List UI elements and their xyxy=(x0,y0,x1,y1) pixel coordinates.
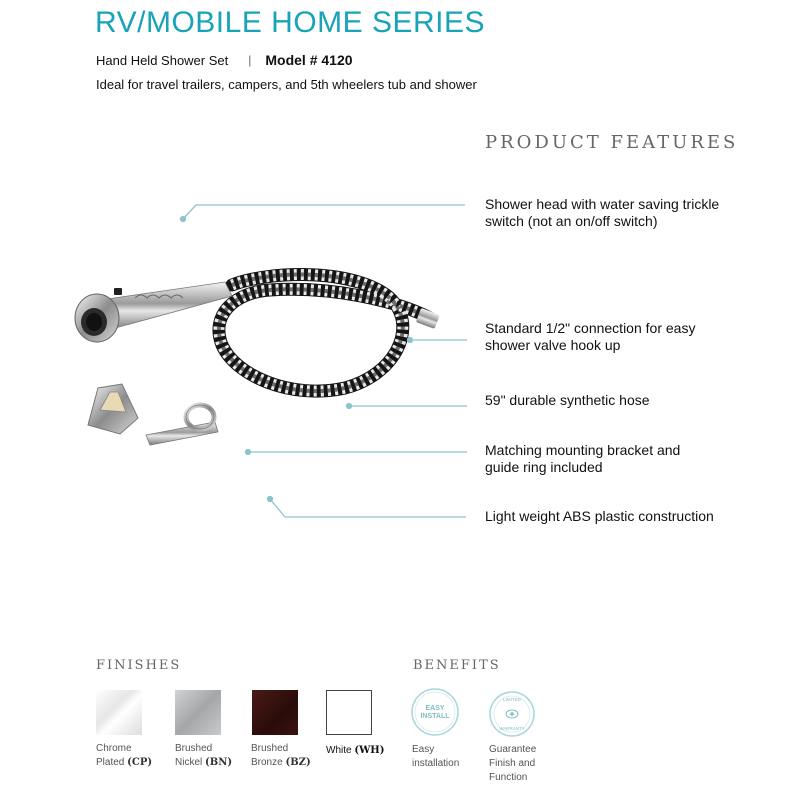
finish-swatch-brushed-nickel xyxy=(175,690,221,735)
feature-item xyxy=(485,320,695,354)
finish-swatch-brushed-bronze xyxy=(252,690,298,735)
feature-line: Light weight ABS plastic construction xyxy=(485,508,714,524)
mounting-bracket-image xyxy=(88,384,138,434)
feature-line: guide ring included xyxy=(485,459,603,475)
feature-line: shower valve hook up xyxy=(485,337,621,353)
benefits-heading: BENEFITS xyxy=(413,658,501,673)
finish-swatch-white xyxy=(326,690,372,735)
finish-label-line: Brushed xyxy=(251,743,289,754)
subtitle-separator: | xyxy=(248,53,252,67)
feature-line: Standard 1/2" connection for easy xyxy=(485,320,696,336)
limited-warranty-badge-icon xyxy=(488,690,536,738)
page-title: RV/MOBILE HOME SERIES xyxy=(95,6,486,39)
feature-item xyxy=(485,392,650,409)
finish-code: (BZ) xyxy=(285,757,311,768)
hose-image xyxy=(219,275,440,392)
feature-line: Shower head with water saving trickle xyxy=(485,196,720,212)
badge-text-line1: EASY xyxy=(425,705,445,712)
model-number: Model # 4120 xyxy=(265,52,353,68)
finish-label-chrome xyxy=(96,742,152,770)
feature-line: 59" durable synthetic hose xyxy=(485,392,650,408)
shower-head-image xyxy=(75,282,232,342)
guide-ring-image xyxy=(146,405,218,445)
easy-install-badge-icon xyxy=(410,687,460,737)
feature-item xyxy=(485,196,719,230)
feature-line: Matching mounting bracket and xyxy=(485,442,681,458)
benefit-label-line: Guarantee xyxy=(489,744,537,755)
finish-name: Bronze xyxy=(251,757,283,768)
finish-label-line xyxy=(96,756,152,770)
badge-top-text: LIMITED xyxy=(503,697,521,702)
badge-bottom-text: WARRANTY xyxy=(499,726,525,731)
feature-leader-lines xyxy=(181,205,468,517)
feature-item xyxy=(485,508,714,525)
benefit-label-line: Finish and xyxy=(489,758,536,769)
finish-name: Plated xyxy=(96,757,125,768)
finish-code: (BN) xyxy=(205,757,233,768)
benefit-label-line: installation xyxy=(412,758,460,769)
finish-label-brushed-nickel xyxy=(175,742,232,770)
product-name: Hand Held Shower Set xyxy=(96,52,229,68)
benefit-label-line: Easy xyxy=(412,744,435,755)
finishes-heading: FINISHES xyxy=(96,658,182,673)
finish-code: (CP) xyxy=(127,757,153,768)
finish-name: Nickel xyxy=(175,757,203,768)
finish-label-line: Chrome xyxy=(96,743,132,754)
product-tagline: Ideal for travel trailers, campers, and 5th wheelers tub and shower xyxy=(96,77,477,92)
feature-item xyxy=(485,442,680,476)
benefit-label-line: Function xyxy=(489,772,528,783)
finish-code: (WH) xyxy=(354,745,385,756)
finish-label-brushed-bronze xyxy=(251,742,311,770)
finish-label-line: Brushed xyxy=(175,743,213,754)
finish-name: White xyxy=(326,745,352,756)
finish-label-white xyxy=(326,744,385,758)
finish-swatch-chrome xyxy=(96,690,142,735)
finish-label-line xyxy=(175,756,232,770)
product-features-heading: PRODUCT FEATURES xyxy=(485,132,739,153)
benefit-label-easy-install xyxy=(412,743,459,771)
feature-line: switch (not an on/off switch) xyxy=(485,213,658,229)
badge-text-line2: INSTALL xyxy=(420,713,450,720)
finish-label-line xyxy=(251,756,311,770)
benefit-label-warranty xyxy=(489,743,536,785)
